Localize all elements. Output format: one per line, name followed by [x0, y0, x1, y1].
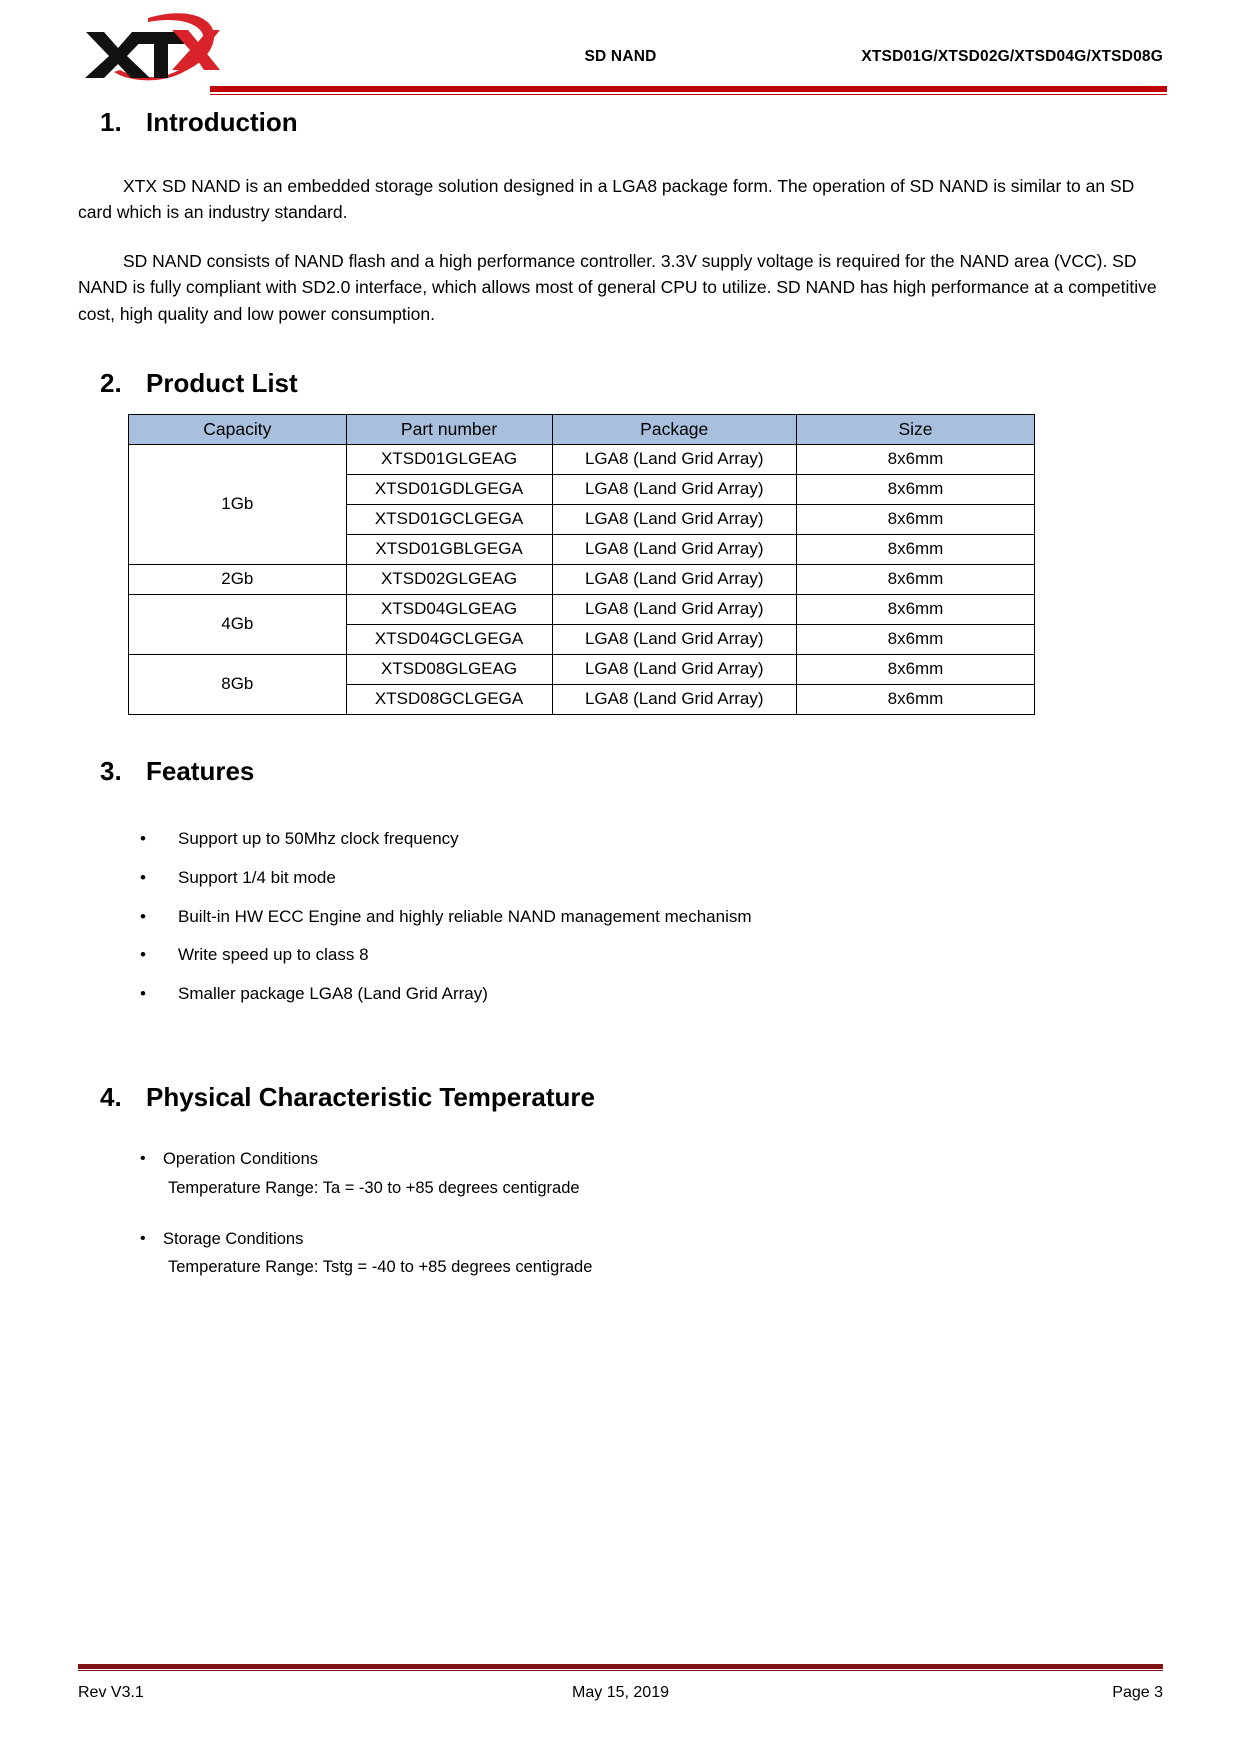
cell-capacity-4gb: 4Gb [129, 594, 347, 654]
heading-introduction [100, 106, 1163, 139]
bullet-icon: • [140, 1150, 146, 1168]
cell-part-number: XTSD01GCLGEGA [346, 504, 552, 534]
cell-package: LGA8 (Land Grid Array) [552, 654, 796, 684]
cell-size: 8x6mm [796, 624, 1034, 654]
cell-package: LGA8 (Land Grid Array) [552, 534, 796, 564]
cell-size: 8x6mm [796, 684, 1034, 714]
conditions-list [78, 1147, 1163, 1280]
bullet-icon: • [140, 984, 146, 1004]
cell-capacity-8gb: 8Gb [129, 654, 347, 714]
heading-physical-characteristic [100, 1081, 1163, 1114]
column-header-capacity: Capacity [129, 414, 347, 444]
header-right-partnumbers: XTSD01G/XTSD02G/XTSD04G/XTSD08G [861, 48, 1163, 65]
condition-label: Storage Conditions [163, 1229, 304, 1248]
cell-package: LGA8 (Land Grid Array) [552, 504, 796, 534]
heading-features-number: 3. [100, 755, 122, 786]
heading-product-list-number: 2. [100, 368, 122, 399]
feature-text: Write speed up to class 8 [178, 945, 369, 965]
heading-product-list [100, 367, 1163, 400]
condition-detail: Temperature Range: Tstg = -40 to +85 degrees centigrade [168, 1258, 593, 1277]
intro-paragraph-1: XTX SD NAND is an embedded storage solution designed in a LGA8 package form. The operation of SD NAND is similar to an SD card which is an industry standard. [78, 175, 1135, 223]
cell-part-number: XTSD01GBLGEGA [346, 534, 552, 564]
cell-size: 8x6mm [796, 444, 1034, 474]
list-item [78, 982, 1163, 1007]
features-list [78, 827, 1163, 1006]
heading-physical-number: 4. [100, 1081, 122, 1112]
feature-text: Smaller package LGA8 (Land Grid Array) [178, 984, 488, 1004]
table-row [129, 594, 1035, 624]
cell-package: LGA8 (Land Grid Array) [552, 594, 796, 624]
spacer [78, 1113, 1163, 1147]
bullet-icon: • [140, 945, 146, 965]
heading-physical-text: Physical Characteristic Temperature [146, 1081, 595, 1112]
header-divider-thin [210, 94, 1167, 96]
page-header [78, 0, 1163, 92]
bullet-icon: • [140, 906, 146, 926]
spacer [78, 1021, 1163, 1081]
table-header-row [129, 414, 1035, 444]
footer-divider-thick [78, 1664, 1163, 1669]
table-row [129, 444, 1035, 474]
heading-features-text: Features [146, 755, 255, 786]
footer-page-number: Page 3 [1112, 1684, 1164, 1701]
cell-package: LGA8 (Land Grid Array) [552, 684, 796, 714]
footer-date: May 15, 2019 [572, 1684, 669, 1701]
intro-paragraph-2: SD NAND consists of NAND flash and a high performance controller. 3.3V supply voltage is required for the NAND area (VCC). SD NAND is fully compliant with SD2.0 interface, which allows most of general CPU to utilize. SD NAND has high performance at a competitive cost, high quality and low power consumption. [78, 250, 1157, 324]
list-item [78, 905, 1163, 930]
feature-text: Support 1/4 bit mode [178, 868, 336, 888]
cell-package: LGA8 (Land Grid Array) [552, 564, 796, 594]
heading-introduction-number: 1. [100, 107, 122, 137]
bullet-icon: • [140, 829, 146, 849]
list-item [78, 827, 1163, 852]
xtx-logo [80, 8, 220, 82]
cell-size: 8x6mm [796, 594, 1034, 624]
list-item [78, 943, 1163, 968]
list-item [78, 866, 1163, 891]
header-divider-thick [210, 86, 1167, 92]
page-footer [78, 1664, 1163, 1703]
spacer [78, 787, 1163, 827]
cell-package: LGA8 (Land Grid Array) [552, 474, 796, 504]
heading-introduction-text: Introduction [146, 107, 298, 137]
spacer [78, 327, 1163, 367]
cell-part-number: XTSD04GLGEAG [346, 594, 552, 624]
cell-part-number: XTSD01GDLGEGA [346, 474, 552, 504]
cell-capacity-1gb: 1Gb [129, 444, 347, 564]
cell-part-number: XTSD08GLGEAG [346, 654, 552, 684]
feature-text: Support up to 50Mhz clock frequency [178, 829, 459, 849]
heading-features [100, 755, 1163, 788]
cell-size: 8x6mm [796, 474, 1034, 504]
cell-package: LGA8 (Land Grid Array) [552, 444, 796, 474]
heading-product-list-text: Product List [146, 368, 298, 399]
cell-capacity-2gb: 2Gb [129, 564, 347, 594]
document-body [78, 92, 1163, 1280]
table-body [129, 444, 1035, 714]
cell-part-number: XTSD01GLGEAG [346, 444, 552, 474]
cell-part-number: XTSD02GLGEAG [346, 564, 552, 594]
footer-divider-thin [78, 1670, 1163, 1672]
cell-size: 8x6mm [796, 564, 1034, 594]
cell-part-number: XTSD08GCLGEGA [346, 684, 552, 714]
header-center-title: SD NAND [584, 48, 657, 65]
column-header-part-number: Part number [346, 414, 552, 444]
table-row [129, 654, 1035, 684]
condition-label: Operation Conditions [163, 1150, 319, 1169]
product-list-table [128, 414, 1035, 715]
bullet-icon: • [140, 1229, 146, 1247]
cell-size: 8x6mm [796, 504, 1034, 534]
bullet-icon: • [140, 868, 146, 888]
footer-row [78, 1684, 1163, 1702]
cell-part-number: XTSD04GCLGEGA [346, 624, 552, 654]
cell-package: LGA8 (Land Grid Array) [552, 624, 796, 654]
table-header [129, 414, 1035, 444]
condition-detail: Temperature Range: Ta = -30 to +85 degrees centigrade [168, 1178, 580, 1197]
list-item [78, 1227, 1163, 1281]
feature-text: Built-in HW ECC Engine and highly reliable NAND management mechanism [178, 906, 752, 926]
cell-size: 8x6mm [796, 654, 1034, 684]
footer-revision: Rev V3.1 [78, 1684, 144, 1701]
table-row [129, 564, 1035, 594]
spacer [78, 139, 1163, 173]
spacer [78, 226, 1163, 248]
spacer [78, 715, 1163, 755]
column-header-size: Size [796, 414, 1034, 444]
list-item [78, 1147, 1163, 1201]
cell-size: 8x6mm [796, 534, 1034, 564]
column-header-package: Package [552, 414, 796, 444]
